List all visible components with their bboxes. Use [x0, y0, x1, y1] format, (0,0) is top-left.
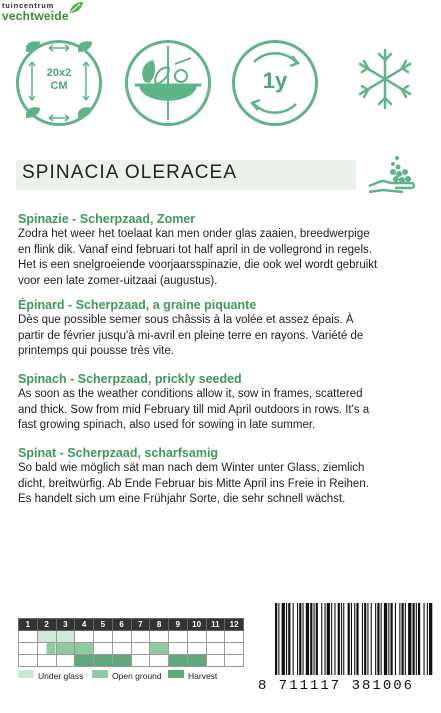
month-cell: 3 [56, 619, 75, 631]
calendar-cell [131, 631, 150, 643]
month-cell: 11 [206, 619, 225, 631]
month-cell: 9 [169, 619, 188, 631]
barcode-bar [402, 603, 404, 675]
calendar-cell [206, 631, 225, 643]
calendar-cell [131, 643, 150, 655]
calendar-cell [187, 655, 206, 667]
calendar-cell [112, 631, 131, 643]
section-dutch [18, 212, 428, 289]
barcode-digits: 8 711117 381006 [258, 678, 415, 694]
barcode-bar [321, 603, 322, 675]
barcode-bar [316, 603, 318, 675]
barcode-bar [314, 603, 315, 675]
calendar-cell [37, 631, 56, 643]
barcode-bar [275, 603, 277, 675]
barcode-bar [395, 603, 396, 675]
barcode-bar [424, 603, 425, 675]
cycle-label: 1y [262, 68, 288, 93]
section-heading: Spinach - Scherpzaad, prickly seeded [18, 372, 242, 386]
barcode-bar [282, 603, 285, 675]
calendar-cell [19, 631, 38, 643]
calendar-month-row [19, 619, 244, 631]
barcode-bar [299, 603, 301, 675]
month-cell: 10 [187, 619, 206, 631]
calendar-cell [56, 631, 75, 643]
barcode-bar [278, 603, 279, 675]
calendar-cell [131, 655, 150, 667]
section-line: fast growing spinach, also used for sowing in late summer. [18, 419, 316, 431]
calendar-cell [56, 655, 75, 667]
section-heading: Épinard - Scherpzaad, a graine piquante [18, 298, 257, 312]
leaf-logo-icon [68, 1, 84, 15]
snowflake-icon [352, 46, 418, 112]
barcode-bar [399, 603, 400, 675]
barcode-bar [354, 603, 355, 675]
calendar-cell [19, 655, 38, 667]
barcode-bar [293, 603, 294, 675]
month-cell: 4 [75, 619, 94, 631]
barcode-bar [310, 603, 312, 675]
section-line: partir de février jusqu'à mi-avril en pleine terre en rayons. Variété de [18, 329, 364, 342]
calendar-cell [37, 655, 56, 667]
sowing-calendar [18, 618, 244, 667]
logo-top-text: tuincentrum [2, 1, 55, 10]
latin-name: SPINACIA OLERACEA [22, 162, 238, 183]
section-french [18, 298, 428, 360]
barcode-bar [388, 603, 389, 675]
calendar-row-under-glass [19, 631, 244, 643]
barcode-bar [413, 603, 415, 675]
calendar-cell [169, 643, 188, 655]
barcode-bar [334, 603, 335, 675]
section-line: Het is een snelgroeiende voorjaarsspinazie, die ook wel wordt gebruikt [18, 259, 378, 271]
legend-swatch-open-ground [92, 670, 108, 678]
vegetable-bowl-icon [125, 40, 211, 126]
calendar-cell [225, 655, 244, 667]
section-line: voor een late zomer-uitzaai (augustus). [18, 274, 218, 287]
calendar-cell [169, 631, 188, 643]
calendar-cell [150, 655, 169, 667]
month-cell: 5 [94, 619, 113, 631]
month-cell: 12 [225, 619, 244, 631]
month-cell: 6 [112, 619, 131, 631]
legend-under-glass: Under glass [38, 671, 84, 681]
barcode-bar [391, 603, 393, 675]
calendar-cell [169, 655, 188, 667]
calendar-row-harvest [19, 655, 244, 667]
barcode-bar [303, 603, 304, 675]
calendar-cell [225, 631, 244, 643]
barcode-bar [297, 603, 298, 675]
calendar-cell [206, 655, 225, 667]
calendar-cell [187, 631, 206, 643]
calendar-cell [150, 643, 169, 655]
calendar-cell [112, 643, 131, 655]
section-line: dicht, breitwürfig. Ab Ende Februar bis Mitte April ins Freie in Reihen. [18, 477, 369, 490]
barcode-bar [377, 603, 379, 675]
calendar-cell [112, 655, 131, 667]
barcode-bar [416, 603, 417, 675]
legend-open-ground: Open ground [112, 671, 162, 681]
section-line: printemps qui pousse très vite. [18, 345, 174, 357]
calendar-cell [37, 643, 56, 655]
barcode-bar [343, 603, 344, 675]
section-line: Es handelt sich um eine Frühjahr Sorte, die sehr schnell wächst. [18, 493, 346, 505]
barcode-bar [375, 603, 376, 675]
barcode-bar [408, 603, 411, 675]
month-cell: 1 [19, 619, 38, 631]
calendar-cell [94, 631, 113, 643]
barcode-bar [362, 603, 363, 675]
section-line: en flink dik. Vanaf eind februari tot half april in de vollegrond in regels. [18, 243, 372, 256]
barcode-bar [405, 603, 406, 675]
barcode-bar [286, 603, 287, 675]
calendar-cell [56, 643, 75, 655]
month-cell: 2 [37, 619, 56, 631]
hand-seeds-icon [365, 152, 420, 196]
barcode-bar [351, 603, 352, 675]
section-german [18, 446, 428, 508]
calendar-cell [75, 643, 94, 655]
calendar-cell [75, 631, 94, 643]
month-cell: 7 [131, 619, 150, 631]
section-heading: Spinat - Scherpzaad, scharfsamig [18, 446, 219, 460]
barcode-bar [371, 603, 372, 675]
calendar-cell [225, 643, 244, 655]
legend-swatch-under-glass [18, 670, 34, 678]
barcode [271, 603, 435, 675]
section-heading: Spinazie - Scherpzaad, Zomer [18, 212, 196, 226]
barcode-bar [418, 603, 420, 675]
barcode-bar [331, 603, 332, 675]
barcode-bar [429, 603, 432, 675]
logo-main-text: vechtweide [2, 9, 69, 23]
calendar-cell [75, 655, 94, 667]
calendar-cell [19, 643, 38, 655]
section-line: Dès que possible semer sous châssis à la volée et assez épais. À [18, 314, 354, 326]
calendar-cell [187, 643, 206, 655]
barcode-bar [327, 603, 330, 675]
calendar-cell [150, 631, 169, 643]
barcode-bar [356, 603, 358, 675]
calendar-cell [94, 643, 113, 655]
legend-swatch-harvest [168, 670, 184, 678]
barcode-bar [381, 603, 382, 675]
barcode-bar [364, 603, 366, 675]
barcode-bar [288, 603, 290, 675]
legend-harvest: Harvest [188, 671, 218, 681]
section-line: As soon as the weather conditions allow it, sow in frames, scattered [18, 388, 363, 400]
calendar-cell [94, 655, 113, 667]
spacing-label: 20x2 CM [46, 67, 72, 92]
section-line: Zodra het weer het toelaat kan men onder glas zaaien, breedwerpige [18, 228, 370, 240]
barcode-bar [338, 603, 340, 675]
section-line: and thick. Sow from mid February till mid April outdoors in rows. It's a [18, 403, 370, 416]
barcode-bar [367, 603, 368, 675]
month-cell: 8 [150, 619, 169, 631]
barcode-bar [427, 603, 428, 675]
barcode-bar [384, 603, 387, 675]
barcode-bar [325, 603, 326, 675]
barcode-bar [341, 603, 342, 675]
section-line: So bald wie möglich sät man nach dem Winter unter Glass, ziemlich [18, 462, 365, 474]
calendar-row-open-ground [19, 643, 244, 655]
barcode-bar [348, 603, 350, 675]
section-english [18, 372, 428, 434]
calendar-cell [206, 643, 225, 655]
barcode-bar [306, 603, 309, 675]
